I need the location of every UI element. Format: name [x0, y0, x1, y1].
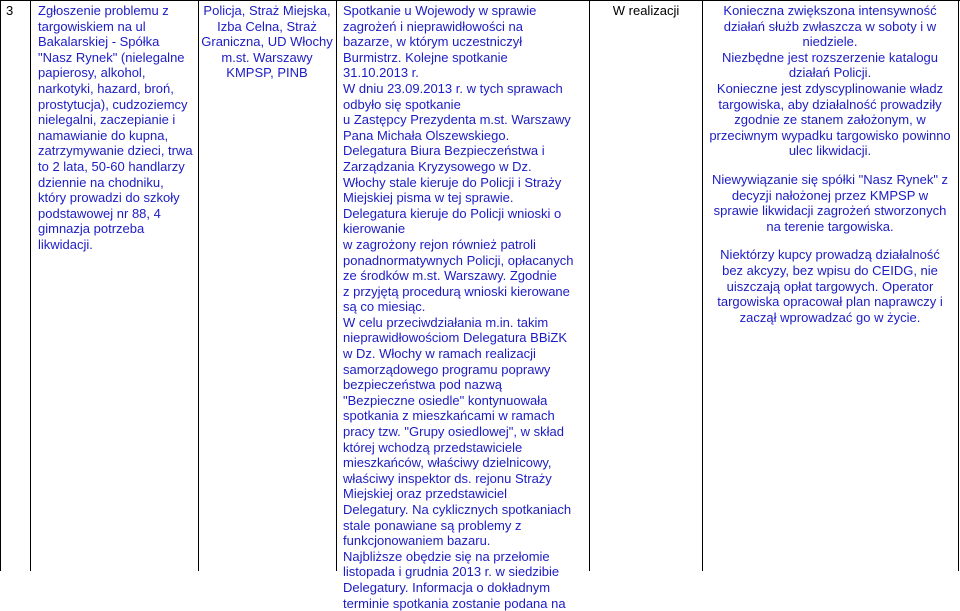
- action-line: "Bezpieczne osiedle" kontynuowała: [343, 392, 548, 408]
- action-line: właściwy inspektor ds. rejonu Straży: [343, 470, 552, 486]
- problem-line: który prowadzi do szkoły: [38, 190, 180, 206]
- action-line: Miejskiej oraz przedstawiciel: [343, 486, 507, 502]
- institution-line: Policja, Straż Miejska,: [203, 3, 331, 18]
- action-line: zagrożeń i nieprawidłowości na: [343, 18, 523, 34]
- note-line: targowiska, aby działalność prowadziły: [718, 96, 942, 112]
- action-line: Najbliższe obędzie się na przełomie: [343, 548, 550, 564]
- paragraph-gap: [703, 234, 957, 247]
- action-line: Zarządzania Kryzysowego w Dz.: [343, 158, 532, 174]
- note-line: decyzji nałożonej przez KMPSP w: [731, 187, 929, 203]
- note-line: sprawie likwidacji zagrożeń stworzonych: [713, 203, 947, 219]
- problem-line: Zgłoszenie problemu z: [38, 3, 169, 18]
- action-line: są co miesiąc.: [343, 299, 426, 315]
- col-border-4: [589, 0, 590, 571]
- action-line: Delegatury. Na cyklicznych spotkaniach: [343, 502, 572, 517]
- status-text: W realizacji: [612, 3, 680, 18]
- action-line: listopada i grudnia 2013 r. w siedzibie: [343, 564, 560, 580]
- action-line: W dniu 23.09.2013 r. w tych sprawach: [343, 80, 563, 96]
- action-line: w zagrożony rejon również patroli: [343, 236, 536, 252]
- action-line: Pana Michała Olszewskiego.: [343, 127, 510, 143]
- problem-line: nielegalni, zaczepianie i: [38, 112, 176, 128]
- action-line: kierowanie: [343, 221, 406, 237]
- action-line: samorządowego programu poprawy: [343, 361, 551, 377]
- action-line: funkcjonowaniem bazaru.: [343, 533, 491, 549]
- note-line: ulec likwidacji.: [788, 143, 872, 159]
- action-line: bezpieczeństwa pod nazwą: [343, 377, 502, 393]
- note-line: niedziele.: [802, 34, 858, 50]
- action-line: Burmistrz. Kolejne spotkanie: [343, 49, 508, 65]
- row-number: 3: [6, 3, 14, 18]
- institutions-cell: [199, 3, 335, 81]
- action-line: Spotkanie u Wojewody w sprawie: [343, 3, 537, 18]
- action-line: mieszkańców, właściwy dzielnicowy,: [343, 455, 552, 471]
- note-line: Niektórzy kupcy prowadzą działalność: [720, 247, 940, 263]
- problem-line: to 2 lata, 50-60 handlarzy: [38, 158, 185, 174]
- action-line: pracy tzw. "Grupy osiedlowej", w skład: [343, 424, 564, 440]
- status-cell: [590, 3, 702, 19]
- problem-line: targowiskiem na ul: [38, 18, 146, 34]
- action-line: Miejskiej pisma w tej sprawie.: [343, 190, 514, 206]
- action-line: której wchodzą przedstawiciele: [343, 439, 523, 455]
- note-line: Niezbędne jest rozszerzenie katalogu: [721, 49, 939, 65]
- action-line: Włochy stale kieruje do Policji i Straży: [343, 174, 562, 190]
- action-line: terminie spotkania zostanie podana na: [343, 595, 566, 611]
- problem-line: "Nasz Rynek" (nielegalne: [38, 49, 185, 65]
- action-line: z przyjętą procedurą wnioski kierowane: [343, 283, 570, 299]
- problem-line: papierosy, alkohol,: [38, 65, 146, 81]
- action-line: nieprawidłowościom Delegatura BBiZK: [343, 330, 567, 346]
- note-line: uiszczają opłat targowych. Operator: [726, 278, 934, 294]
- action-line: ponadnormatywnych Policji, opłacanych: [343, 252, 574, 268]
- paragraph-gap: [703, 159, 957, 172]
- table-top-border: [0, 0, 960, 1]
- col-border-3: [336, 0, 337, 571]
- problem-line: namawianie do kupna,: [38, 127, 169, 143]
- problem-line: zatrzymywanie dzieci, trwa: [38, 143, 193, 159]
- col-border-1: [30, 0, 31, 571]
- notes-cell: [703, 3, 957, 325]
- note-line: targowiska opracował plan naprawczy i: [717, 294, 943, 310]
- note-line: bez akcyzy, bez wpisu do CEIDG, nie: [722, 262, 938, 278]
- action-line: stale ponawiane są problemy z: [343, 517, 522, 533]
- row-number-cell: [6, 3, 26, 19]
- col-border-6: [958, 0, 959, 571]
- problem-line: gimnazja potrzeba: [38, 221, 145, 237]
- action-line: spotkania z mieszkańcami w ramach: [343, 408, 555, 424]
- action-line: w Dz. Włochy w ramach realizacji: [343, 346, 536, 362]
- institution-line: Izba Celna, Straż: [217, 18, 317, 34]
- action-line: Delegatura Biura Bezpieczeństwa i: [343, 143, 545, 159]
- problem-line: podstawowej nr 88, 4: [38, 205, 161, 221]
- note-line: działań Policji.: [788, 65, 872, 81]
- problem-line: Bakalarskiej - Spółka: [38, 34, 160, 50]
- action-line: Delegatura kieruje do Policji wnioski o: [343, 205, 562, 221]
- problem-line: dziennie na chodniku,: [38, 174, 164, 190]
- note-line: Konieczna zwiększona intensywność: [723, 3, 937, 18]
- action-line: 31.10.2013 r.: [343, 65, 419, 81]
- institution-line: m.st. Warszawy: [221, 49, 313, 65]
- action-line: ze środków m.st. Warszawy. Zgodnie: [343, 268, 557, 284]
- problem-line: narkotyki, hazard, broń,: [38, 80, 174, 96]
- note-line: Konieczne jest zdyscyplinowanie władz: [716, 80, 944, 96]
- action-line: u Zastępcy Prezydenta m.st. Warszawy: [343, 112, 571, 128]
- action-line: bazarze, w którym uczestniczył: [343, 34, 523, 50]
- col-border-2: [198, 0, 199, 571]
- institution-line: KMPSP, PINB: [226, 65, 308, 81]
- note-line: przeciwnym wypadku targowisko powinno: [709, 127, 951, 143]
- problem-line: prostytucja), cudzoziemcy: [38, 96, 188, 112]
- note-line: działań służb zwłaszcza w soboty i w: [723, 18, 937, 34]
- note-line: na terenie targowiska.: [766, 218, 894, 234]
- note-line: Niewywiązanie się spółki "Nasz Rynek" z: [711, 171, 949, 187]
- actions-cell: [343, 3, 587, 611]
- problem-line: likwidacji.: [38, 236, 93, 252]
- problem-cell: [38, 3, 196, 253]
- action-line: Delegatury. Informacja o dokładnym: [343, 579, 551, 595]
- col-border-0: [0, 0, 1, 571]
- action-line: odbyło się spotkanie: [343, 96, 461, 112]
- action-line: W celu przeciwdziałania m.in. takim: [343, 314, 549, 330]
- institution-line: Graniczna, UD Włochy: [201, 34, 333, 50]
- note-line: zgodnie ze stanem założonym, w: [734, 112, 926, 128]
- note-line: zaczął wprowadzać go w życie.: [739, 309, 921, 325]
